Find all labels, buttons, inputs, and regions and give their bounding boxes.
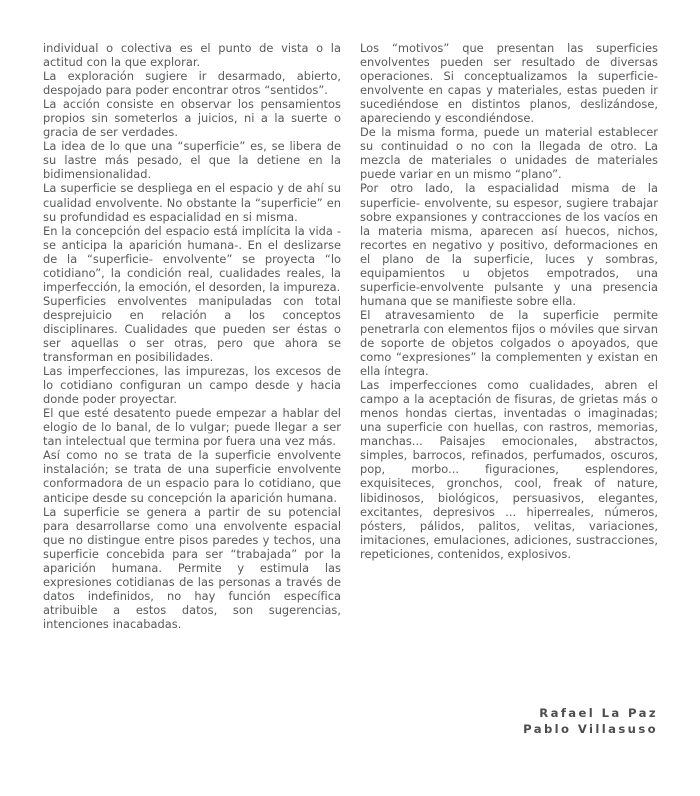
paragraph: La superficie se despliega en el espacio y de ahí su cualidad envolvente. No obstante la “superficie” en su profundidad es espacialidad en si misma. xyxy=(43,181,341,224)
paragraph: En la concepción del espacio está implícita la vida - se anticipa la aparición humana-. En el deslizarse de la “superficie- envolvente” se proyecta “lo cotidiano”, la condición real, cualidades reales, la imperfección, la emoción, el desorden, la impureza. xyxy=(43,223,341,294)
paragraph: La superficie se genera a partir de su potencial para desarrollarse como una envolvente espacial que no distingue entre pisos paredes y techos, una superficie concebida para ser “trabajada” por la aparición humana. Permite y estimula las expresiones cotidianas de las personas a través de datos indefinidos, no hay función específica atribuible a estos datos, son sugerencias, intenciones inacabadas. xyxy=(43,504,341,631)
paragraph: Por otro lado, la espacialidad misma de la superficie- envolvente, su espesor, sugiere trabajar sobre expansiones y contracciones de los vacíos en la materia misma, aparecen así huecos, nichos, recortes en negativo y positivo, deformaciones en el plano de la superficie, luces y sombras, equipamientos u objetos empotrados, una superficie-envolvente pulsante y una presencia humana que se manifieste sobre ella. xyxy=(360,181,658,308)
signature-author-1: Rafael La Paz xyxy=(539,706,658,720)
signature-author-2: Pablo Villasuso xyxy=(523,721,658,736)
paragraph: individual o colectiva es el punto de vista o la actitud con la que explorar. xyxy=(43,41,341,70)
paragraph: La idea de lo que una “superficie” es, se libera de su lastre más pesado, el que la detiene en la bidimensionalidad. xyxy=(43,139,341,182)
right-text-column xyxy=(360,41,658,561)
paragraph: Los “motivos” que presentan las superficies envolventes pueden ser resultado de diversas operaciones. Si conceptualizamos la superficie-envolvente en capas y materiales, estas pueden ir sucediéndose en distintos planos, deslizándose, apareciendo y escondiéndose. xyxy=(360,41,658,126)
paragraph: La exploración sugiere ir desarmado, abierto, despojado para poder encontrar otros “sentidos”. xyxy=(43,69,341,98)
paragraph: Así como no se trata de la superficie envolvente instalación; se trata de una superficie envolvente conformadora de un espacio para lo cotidiano, que anticipe desde su concepción la aparición humana. xyxy=(43,448,341,505)
signature-block xyxy=(523,706,658,737)
paragraph: El que esté desatento puede empezar a hablar del elogio de lo banal, de lo vulgar; puede llegar a ser tan intelectual que termina por fuera una vez más. xyxy=(43,406,341,449)
left-text-column xyxy=(43,41,341,631)
paragraph: Superficies envolventes manipuladas con total desprejuicio en relación a los conceptos disciplinares. Cualidades que pueden ser éstas o ser aquellas o ser otras, pero que ahora se transforman en posibilidades. xyxy=(43,293,341,365)
paragraph: El atravesamiento de la superficie permite penetrarla con elementos fijos o móviles que sirvan de soporte de objetos colgados o apoyados, que como “expresiones” la complementen y existan en ella íntegra. xyxy=(360,307,658,379)
paragraph: La acción consiste en observar los pensamientos propios sin someterlos a juicios, ni a la suerte o gracia de ser verdades. xyxy=(43,97,341,140)
paragraph: Las imperfecciones como cualidades, abren el campo a la aceptación de fisuras, de grietas más o menos hondas ciertas, inventadas o imaginadas; una superficie con huellas, con rastros, memorias, manchas... Paisajes emocionales, abstractos, simples, barrocos, refinados, perfumados, oscuros, pop, morbo... figuraciones, esplendores, exquisiteces, gronchos, cool, freak of nature, libidinosos, biológicos, persuasivos, elegantes, excitantes, depresivos ... hiperreales, números, pósters, pálidos, palitos, velitas, variaciones, imitaciones, emulaciones, adiciones, sustracciones, repeticiones, contenidos, explosivos. xyxy=(360,378,658,561)
paragraph: De la misma forma, puede un material establecer su continuidad o no con la llegada de otro. La mezcla de materiales o unidades de materiales puede variar en un mismo “plano”. xyxy=(360,125,658,182)
text-columns xyxy=(43,41,658,681)
paragraph: Las imperfecciones, las impurezas, los excesos de lo cotidiano configuran un campo desde y hacia donde poder proyectar. xyxy=(43,364,341,407)
